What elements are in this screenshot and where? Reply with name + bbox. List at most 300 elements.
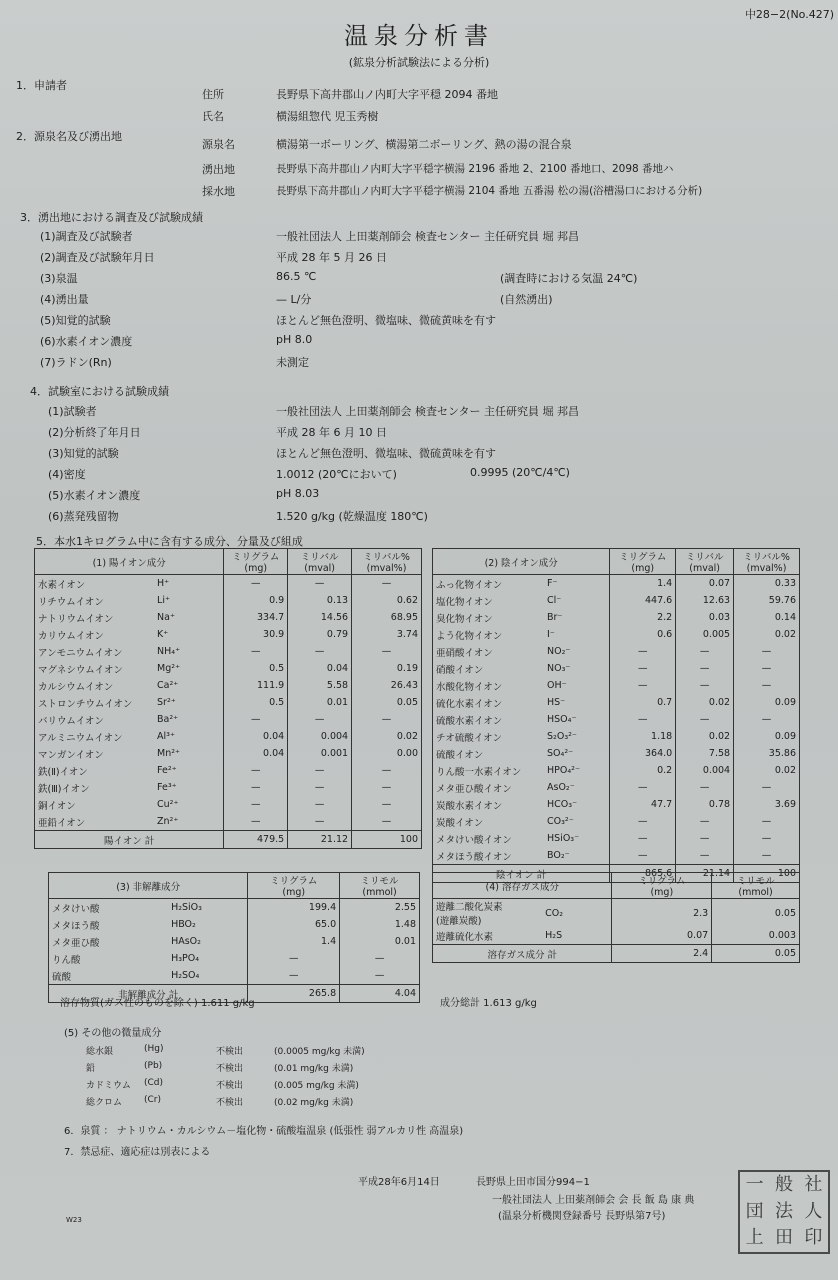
non-dissociated-formula: H₂SiO₃	[168, 899, 248, 917]
anion-value: 59.76	[734, 592, 800, 609]
lab-item-value: 1.0012 (20℃において)	[276, 468, 397, 481]
trace-limit: (0.01 mg/kg 未満)	[274, 1064, 354, 1074]
anion-value: —	[610, 847, 676, 865]
cation-value: —	[352, 796, 422, 813]
anion-value: 0.78	[676, 796, 734, 813]
anion-header: (2) 陰イオン成分	[433, 549, 610, 575]
anion-name: 臭化物イオン	[433, 609, 545, 626]
non-dissociated-header: ミリモル (mmol)	[340, 873, 420, 899]
cation-formula: Ba²⁺	[154, 711, 224, 728]
cation-name: マンガンイオン	[35, 745, 155, 762]
cation-name: 亜鉛イオン	[35, 813, 155, 831]
non-dissociated-total-label: 非解離成分 計	[49, 985, 248, 1003]
cation-value: —	[352, 711, 422, 728]
cation-row	[35, 779, 422, 796]
section-3-heading: 3．湧出地における調査及び試験成績	[20, 211, 203, 224]
cation-value: 0.01	[288, 694, 352, 711]
anion-row	[433, 643, 800, 660]
document-title: 温泉分析書	[344, 22, 494, 50]
cation-value: —	[224, 779, 288, 796]
anion-row	[433, 711, 800, 728]
anion-name: 炭酸イオン	[433, 813, 545, 830]
anion-name: りん酸一水素イオン	[433, 762, 545, 779]
cation-row	[35, 643, 422, 660]
non-dissociated-total-value: 4.04	[340, 985, 420, 1003]
survey-item-value: 未測定	[276, 356, 309, 369]
anion-name: チオ硫酸イオン	[433, 728, 545, 745]
cation-row	[35, 745, 422, 762]
cation-value: —	[288, 711, 352, 728]
anion-row	[433, 830, 800, 847]
anion-row	[433, 592, 800, 609]
non-dissociated-value: 65.0	[248, 916, 340, 933]
cation-name: アルミニウムイオン	[35, 728, 155, 745]
anion-value: 0.07	[676, 575, 734, 593]
lab-item-value: 一般社団法人 上田薬剤師会 検査センター 主任研究員 堀 邦昌	[276, 405, 580, 418]
anion-value: —	[734, 660, 800, 677]
non-dissociated-name: 硫酸	[49, 967, 169, 985]
trace-limit: (0.02 mg/kg 未満)	[274, 1098, 354, 1108]
survey-item-label: (5)知覚的試験	[40, 314, 111, 327]
anion-formula: NO₂⁻	[544, 643, 610, 660]
cation-value: 0.62	[352, 592, 422, 609]
address-value: 長野県下高井郡山ノ内町大字平穏 2094 番地	[276, 88, 498, 101]
lab-item-label: (6)蒸発残留物	[48, 510, 119, 523]
cation-name: マグネシウムイオン	[35, 660, 155, 677]
gas-total-label: 溶存ガス成分 計	[433, 945, 612, 963]
anion-value: 447.6	[610, 592, 676, 609]
anion-value: 3.69	[734, 796, 800, 813]
anion-value: 2.2	[610, 609, 676, 626]
anion-value: 47.7	[610, 796, 676, 813]
non-dissociated-value: —	[248, 950, 340, 967]
cation-value: 5.58	[288, 677, 352, 694]
cation-row	[35, 796, 422, 813]
anion-value: —	[610, 830, 676, 847]
non-dissociated-row	[49, 899, 420, 917]
anion-formula: HCO₃⁻	[544, 796, 610, 813]
cation-value: 334.7	[224, 609, 288, 626]
cation-value: 14.56	[288, 609, 352, 626]
lab-item-note: 0.9995 (20℃/4℃)	[470, 466, 570, 479]
anion-value: 0.6	[610, 626, 676, 643]
anion-value: 0.02	[734, 626, 800, 643]
anion-formula: SO₄²⁻	[544, 745, 610, 762]
cation-value: 0.19	[352, 660, 422, 677]
cation-value: —	[288, 643, 352, 660]
cation-header: ミリグラム (mg)	[224, 549, 288, 575]
section-5-heading: 5．本水1キログラム中に含有する成分、分量及び組成	[36, 535, 303, 548]
source-value: 横湯第一ボーリング、横湯第二ボーリング、熱の湯の混合泉	[276, 138, 572, 151]
gas-header: ミリグラム (mg)	[612, 873, 712, 899]
anion-name: よう化物イオン	[433, 626, 545, 643]
cation-value: —	[224, 575, 288, 593]
cation-value: —	[288, 575, 352, 593]
cation-row	[35, 592, 422, 609]
document-subtitle: (鉱泉分析試験法による分析)	[348, 56, 490, 69]
cation-row	[35, 813, 422, 831]
gas-row	[433, 927, 800, 945]
cation-formula: Mg²⁺	[154, 660, 224, 677]
anion-value: —	[610, 660, 676, 677]
cation-value: 0.04	[288, 660, 352, 677]
non-dissociated-header-row	[49, 873, 420, 899]
anion-row	[433, 762, 800, 779]
non-dissociated-row	[49, 916, 420, 933]
trace-result: 不検出	[216, 1098, 244, 1108]
lab-item-value: ほとんど無色澄明、微塩味、微硫黄味を有す	[276, 447, 496, 460]
cation-header: ミリバル% (mval%)	[352, 549, 422, 575]
gas-header: (4) 溶存ガス成分	[433, 873, 612, 899]
anion-formula: Br⁻	[544, 609, 610, 626]
lab-item-value: 平成 28 年 6 月 10 日	[276, 426, 387, 439]
anion-value: —	[676, 847, 734, 865]
gas-value: 0.05	[712, 899, 800, 928]
trace-name: 総水銀	[86, 1047, 114, 1057]
cation-table	[34, 548, 422, 849]
location-value: 長野県下高井郡山ノ内町大字平穏字横湯 2196 番地 2、2100 番地口、2098 番地ハ	[276, 163, 674, 175]
contraindications-note: 7．禁忌症、適応症は別表による	[64, 1147, 211, 1158]
cation-value: 0.9	[224, 592, 288, 609]
cation-name: ナトリウムイオン	[35, 609, 155, 626]
anion-formula: S₂O₃²⁻	[544, 728, 610, 745]
address-label: 住所	[202, 88, 224, 101]
non-dissociated-total-value: 265.8	[248, 985, 340, 1003]
anion-header-row	[433, 549, 800, 575]
anion-value: 0.004	[676, 762, 734, 779]
sample-value: 長野県下高井郡山ノ内町大字平穏字横湯 2104 番地 五番湯 松の湯(浴槽湯口における分析)	[276, 185, 703, 197]
non-dissociated-value: 199.4	[248, 899, 340, 917]
anion-row	[433, 575, 800, 593]
gas-value: 0.07	[612, 927, 712, 945]
lab-item-label: (2)分析終了年月日	[48, 426, 141, 439]
anion-value: 0.02	[676, 694, 734, 711]
location-label: 湧出地	[202, 163, 235, 176]
lab-item-value: pH 8.03	[276, 487, 320, 500]
trace-symbol: (Hg)	[144, 1044, 164, 1054]
anion-name: メタほう酸イオン	[433, 847, 545, 865]
anion-value: —	[676, 643, 734, 660]
cation-value: 0.05	[352, 694, 422, 711]
trace-result: 不検出	[216, 1081, 244, 1091]
trace-heading: (5) その他の微量成分	[64, 1028, 162, 1039]
anion-name: 塩化物イオン	[433, 592, 545, 609]
cation-formula: K⁺	[154, 626, 224, 643]
survey-item-value: 平成 28 年 5 月 26 日	[276, 251, 387, 264]
trace-name: カドミウム	[86, 1081, 131, 1091]
anion-formula: CO₃²⁻	[544, 813, 610, 830]
anion-formula: I⁻	[544, 626, 610, 643]
cation-value: —	[352, 813, 422, 831]
anion-formula: F⁻	[544, 575, 610, 593]
survey-item-label: (7)ラドン(Rn)	[40, 356, 112, 369]
org-address: 長野県上田市国分994−1	[476, 1177, 590, 1188]
anion-formula: NO₃⁻	[544, 660, 610, 677]
document-number: 中28−2(No.427)	[744, 8, 834, 21]
cation-total-value: 479.5	[224, 831, 288, 849]
survey-item-value: 一般社団法人 上田薬剤師会 検査センター 主任研究員 堀 邦昌	[276, 230, 580, 243]
cation-row	[35, 677, 422, 694]
anion-row	[433, 660, 800, 677]
cation-formula: Al³⁺	[154, 728, 224, 745]
anion-row	[433, 728, 800, 745]
non-dissociated-name: メタほう酸	[49, 916, 169, 933]
cation-row	[35, 762, 422, 779]
cation-name: 水素イオン	[35, 575, 155, 593]
anion-row	[433, 779, 800, 796]
anion-value: —	[610, 677, 676, 694]
cation-name: 鉄(Ⅲ)イオン	[35, 779, 155, 796]
anion-name: メタけい酸イオン	[433, 830, 545, 847]
gas-name: 遊離硫化水素	[433, 927, 543, 945]
cation-value: 68.95	[352, 609, 422, 626]
cation-formula: Fe³⁺	[154, 779, 224, 796]
cation-row	[35, 728, 422, 745]
non-dissociated-row	[49, 967, 420, 985]
anion-value: —	[676, 660, 734, 677]
anion-value: —	[610, 779, 676, 796]
section-1-heading: 1．申請者	[16, 79, 67, 92]
cation-name: 鉄(Ⅱ)イオン	[35, 762, 155, 779]
anion-name: 硫酸イオン	[433, 745, 545, 762]
non-dissociated-formula: HAsO₂	[168, 933, 248, 950]
anion-total-value: 21.14	[676, 865, 734, 883]
anion-name: 水酸化物イオン	[433, 677, 545, 694]
anion-value: 7.58	[676, 745, 734, 762]
cation-formula: Cu²⁺	[154, 796, 224, 813]
cation-value: 0.00	[352, 745, 422, 762]
cation-total-value: 21.12	[288, 831, 352, 849]
survey-item-value: — L/分	[276, 293, 312, 306]
non-dissociated-name: メタけい酸	[49, 899, 169, 917]
footnote-code: W23	[66, 1216, 82, 1224]
anion-formula: HS⁻	[544, 694, 610, 711]
cation-value: —	[288, 796, 352, 813]
cation-row	[35, 609, 422, 626]
non-dissociated-value: —	[248, 967, 340, 985]
section-2-heading: 2．源泉名及び湧出地	[16, 130, 122, 143]
survey-item-label: (4)湧出量	[40, 293, 89, 306]
survey-item-value: 86.5 ℃	[276, 270, 317, 283]
cation-name: アンモニウムイオン	[35, 643, 155, 660]
cation-value: —	[288, 762, 352, 779]
anion-value: —	[734, 847, 800, 865]
anion-value: —	[734, 813, 800, 830]
anion-row	[433, 626, 800, 643]
cation-value: 0.04	[224, 728, 288, 745]
name-label: 氏名	[202, 110, 224, 123]
cation-value: —	[352, 779, 422, 796]
cation-value: 3.74	[352, 626, 422, 643]
cation-value: 0.001	[288, 745, 352, 762]
anion-value: 0.09	[734, 694, 800, 711]
non-dissociated-value: 1.48	[340, 916, 420, 933]
non-dissociated-name: メタ亜ひ酸	[49, 933, 169, 950]
cation-value: 0.5	[224, 694, 288, 711]
non-dissociated-value: —	[340, 950, 420, 967]
anion-value: 1.4	[610, 575, 676, 593]
cation-name: カリウムイオン	[35, 626, 155, 643]
issue-date: 平成28年6月14日	[358, 1177, 440, 1188]
cation-name: カルシウムイオン	[35, 677, 155, 694]
gas-header: ミリモル (mmol)	[712, 873, 800, 899]
anion-value: 0.2	[610, 762, 676, 779]
cation-name: バリウムイオン	[35, 711, 155, 728]
gas-value: 2.3	[612, 899, 712, 928]
cation-total-value: 100	[352, 831, 422, 849]
cation-value: 0.004	[288, 728, 352, 745]
anion-formula: HSiO₃⁻	[544, 830, 610, 847]
cation-value: —	[288, 779, 352, 796]
survey-item-label: (3)泉温	[40, 272, 78, 285]
lab-item-value: 1.520 g/kg (乾燥温度 180℃)	[276, 510, 428, 523]
trace-limit: (0.0005 mg/kg 未満)	[274, 1047, 365, 1057]
anion-formula: HSO₄⁻	[544, 711, 610, 728]
anion-value: 35.86	[734, 745, 800, 762]
survey-item-note: (調査時における気温 24℃)	[500, 272, 638, 285]
anion-name: ふっ化物イオン	[433, 575, 545, 593]
gas-name: 遊離二酸化炭素 (遊離炭酸)	[433, 899, 543, 928]
anion-name: 炭酸水素イオン	[433, 796, 545, 813]
gas-total-value: 0.05	[712, 945, 800, 963]
cation-value: 0.79	[288, 626, 352, 643]
lab-item-label: (5)水素イオン濃度	[48, 489, 141, 502]
gas-header-row	[433, 873, 800, 899]
cation-row	[35, 711, 422, 728]
gas-formula: CO₂	[542, 899, 612, 928]
cation-value: —	[352, 762, 422, 779]
anion-formula: Cl⁻	[544, 592, 610, 609]
gas-value: 0.003	[712, 927, 800, 945]
cation-row	[35, 575, 422, 593]
cation-total-row	[35, 831, 422, 849]
non-dissociated-row	[49, 933, 420, 950]
anion-header: ミリグラム (mg)	[610, 549, 676, 575]
anion-value: —	[610, 711, 676, 728]
cation-value: —	[224, 813, 288, 831]
cation-formula: Sr²⁺	[154, 694, 224, 711]
non-dissociated-value: 0.01	[340, 933, 420, 950]
anion-row	[433, 745, 800, 762]
non-dissociated-table	[48, 872, 420, 1003]
survey-item-value: ほとんど無色澄明、微塩味、微硫黄味を有す	[276, 314, 496, 327]
cation-formula: Na⁺	[154, 609, 224, 626]
anion-value: 0.005	[676, 626, 734, 643]
anion-value: —	[734, 677, 800, 694]
trace-name: 総クロム	[86, 1098, 123, 1108]
cation-value: —	[288, 813, 352, 831]
anion-value: —	[610, 643, 676, 660]
trace-result: 不検出	[216, 1047, 244, 1057]
cation-header: ミリバル (mval)	[288, 549, 352, 575]
non-dissociated-formula: HBO₂	[168, 916, 248, 933]
anion-name: 硫化水素イオン	[433, 694, 545, 711]
spring-quality: 6．泉質 ： ナトリウム・カルシウム－塩化物・硫酸塩温泉 (低張性 弱アルカリ性 高温泉)	[64, 1126, 464, 1137]
survey-item-label: (2)調査及び試験年月日	[40, 251, 155, 264]
anion-row	[433, 847, 800, 865]
cation-formula: NH₄⁺	[154, 643, 224, 660]
lab-item-label: (1)試験者	[48, 405, 97, 418]
trace-limit: (0.005 mg/kg 未満)	[274, 1081, 359, 1091]
cation-value: —	[352, 643, 422, 660]
anion-value: —	[676, 711, 734, 728]
anion-value: —	[676, 779, 734, 796]
non-dissociated-formula: H₂SO₄	[168, 967, 248, 985]
anion-value: 0.7	[610, 694, 676, 711]
anion-total-label: 陰イオン 計	[433, 865, 610, 883]
anion-row	[433, 796, 800, 813]
anion-row	[433, 609, 800, 626]
cation-formula: Li⁺	[154, 592, 224, 609]
anion-value: 364.0	[610, 745, 676, 762]
source-label: 源泉名	[202, 138, 235, 151]
gas-formula: H₂S	[542, 927, 612, 945]
lab-item-label: (3)知覚的試験	[48, 447, 119, 460]
anion-name: 亜硝酸イオン	[433, 643, 545, 660]
anion-header: ミリバル% (mval%)	[734, 549, 800, 575]
anion-table	[432, 548, 800, 883]
non-dissociated-header: ミリグラム (mg)	[248, 873, 340, 899]
dissolved-gas-table	[432, 872, 800, 963]
cation-name: 銅イオン	[35, 796, 155, 813]
anion-formula: OH⁻	[544, 677, 610, 694]
name-value: 横湯組惣代 児玉秀樹	[276, 110, 379, 123]
non-dissociated-row	[49, 950, 420, 967]
anion-value: —	[734, 779, 800, 796]
dissolved-matter: 溶存物質(ガス性のものを除く) 1.611 g/kg	[60, 998, 255, 1009]
anion-value: 0.02	[734, 762, 800, 779]
cation-formula: Zn²⁺	[154, 813, 224, 831]
cation-formula: H⁺	[154, 575, 224, 593]
anion-value: 12.63	[676, 592, 734, 609]
cation-header-row	[35, 549, 422, 575]
official-seal-stamp: 一 般 社 団 法 人 上 田 印	[738, 1170, 830, 1254]
survey-item-note: (自然湧出)	[500, 293, 553, 306]
anion-formula: BO₂⁻	[544, 847, 610, 865]
cation-header: (1) 陽イオン成分	[35, 549, 224, 575]
anion-value: 0.14	[734, 609, 800, 626]
cation-value: —	[224, 762, 288, 779]
cation-formula: Mn²⁺	[154, 745, 224, 762]
cation-total-label: 陽イオン 計	[35, 831, 224, 849]
non-dissociated-name: りん酸	[49, 950, 169, 967]
org-registration: (温泉分析機関登録番号 長野県第7号)	[498, 1211, 666, 1222]
anion-value: —	[734, 711, 800, 728]
cation-value: 30.9	[224, 626, 288, 643]
anion-total-value: 100	[734, 865, 800, 883]
cation-name: リチウムイオン	[35, 592, 155, 609]
cation-value: 0.04	[224, 745, 288, 762]
section-4-heading: 4．試験室における試験成績	[30, 385, 169, 398]
trace-result: 不検出	[216, 1064, 244, 1074]
anion-value: —	[734, 830, 800, 847]
trace-symbol: (Cd)	[144, 1078, 164, 1088]
cation-value: —	[224, 711, 288, 728]
cation-value: —	[224, 643, 288, 660]
anion-row	[433, 677, 800, 694]
sample-label: 採水地	[202, 185, 235, 198]
anion-value: 0.02	[676, 728, 734, 745]
cation-value: —	[224, 796, 288, 813]
cation-row	[35, 626, 422, 643]
survey-item-value: pH 8.0	[276, 333, 313, 346]
anion-value: 0.09	[734, 728, 800, 745]
anion-value: —	[734, 643, 800, 660]
trace-symbol: (Pb)	[144, 1061, 163, 1071]
total-components: 成分総計 1.613 g/kg	[440, 998, 537, 1009]
anion-value: —	[676, 830, 734, 847]
lab-item-label: (4)密度	[48, 468, 86, 481]
